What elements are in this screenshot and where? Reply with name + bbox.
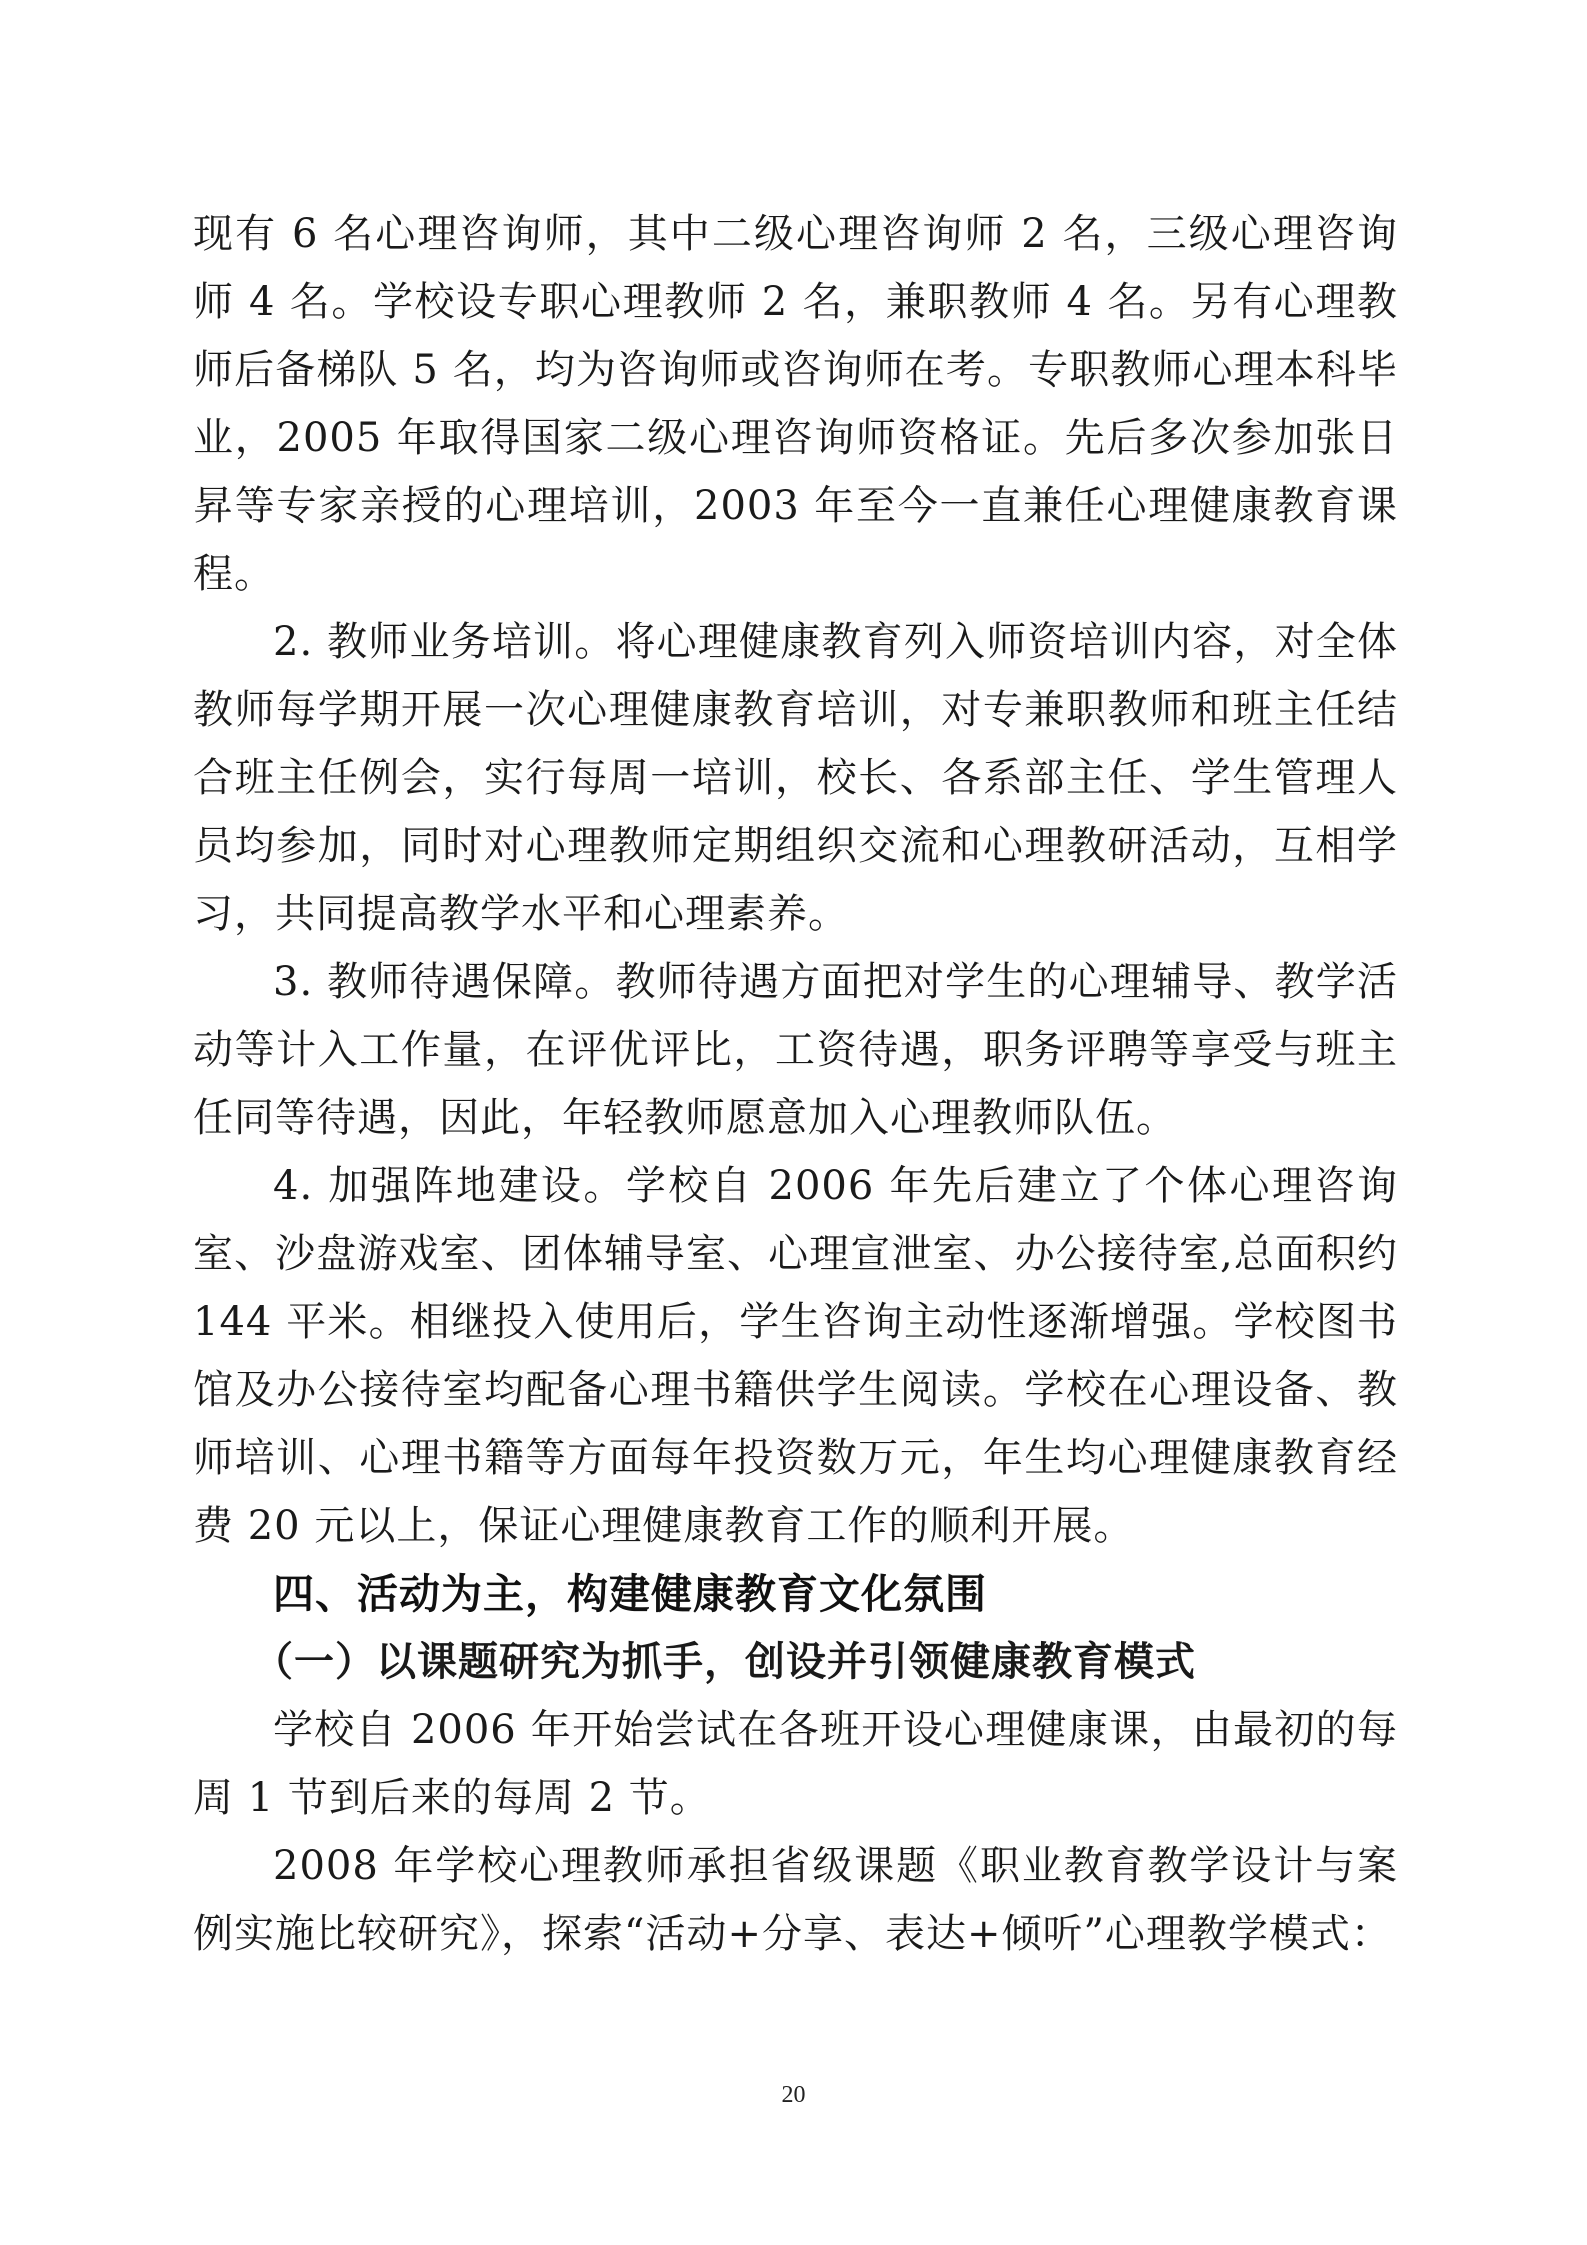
page-number: 20: [781, 2082, 806, 2108]
paragraph-research-project: 2008 年学校心理教师承担省级课题《职业教育教学设计与案例实施比较研究》，探索“活动+分享、表达+倾听”心理教学模式：: [193, 1843, 1398, 1957]
paragraph-facility-construction: 4. 加强阵地建设。学校自 2006 年先后建立了个体心理咨询室、沙盘游戏室、团体辅导室、心理宣泄室、办公接待室,总面积约 144 平米。相继投入使用后，学生咨询主动性逐渐增强。学校图书馆及办公接待室均配备心理书籍供学生阅读。学校在心理设备、教师培训、心理书籍等方面每年投资数万元，年生均心理健康教育经费 20 元以上，保证心理健康教育工作的顺利开展。: [193, 1163, 1398, 1549]
paragraph-teacher-training: 2. 教师业务培训。将心理健康教育列入师资培训内容，对全体教师每学期开展一次心理健康教育培训，对专兼职教师和班主任结合班主任例会，实行每周一培训，校长、各系部主任、学生管理人员均参加，同时对心理教师定期组织交流和心理教研活动，互相学习，共同提高教学水平和心理素养。: [193, 619, 1398, 937]
paragraph-teacher-staffing: 现有 6 名心理咨询师，其中二级心理咨询师 2 名，三级心理咨询师 4 名。学校设专职心理教师 2 名，兼职教师 4 名。另有心理教师后备梯队 5 名，均为咨询师或咨询师在考。专职教师心理本科毕业，2005 年取得国家二级心理咨询师资格证。先后多次参加张日昇等专家亲授的心理培训，2003 年至今一直兼任心理健康教育课程。: [193, 211, 1398, 597]
subsection-heading: （一）以课题研究为抓手，创设并引领健康教育模式: [253, 1638, 1196, 1685]
body-text: [193, 200, 1398, 1968]
section-heading: 四、活动为主，构建健康教育文化氛围: [273, 1570, 987, 1618]
paragraph-course-setup: 学校自 2006 年开始尝试在各班开设心理健康课，由最初的每周 1 节到后来的每周 2 节。: [193, 1707, 1398, 1821]
paragraph-teacher-benefits: 3. 教师待遇保障。教师待遇方面把对学生的心理辅导、教学活动等计入工作量，在评优评比，工资待遇，职务评聘等享受与班主任同等待遇，因此，年轻教师愿意加入心理教师队伍。: [193, 959, 1398, 1141]
